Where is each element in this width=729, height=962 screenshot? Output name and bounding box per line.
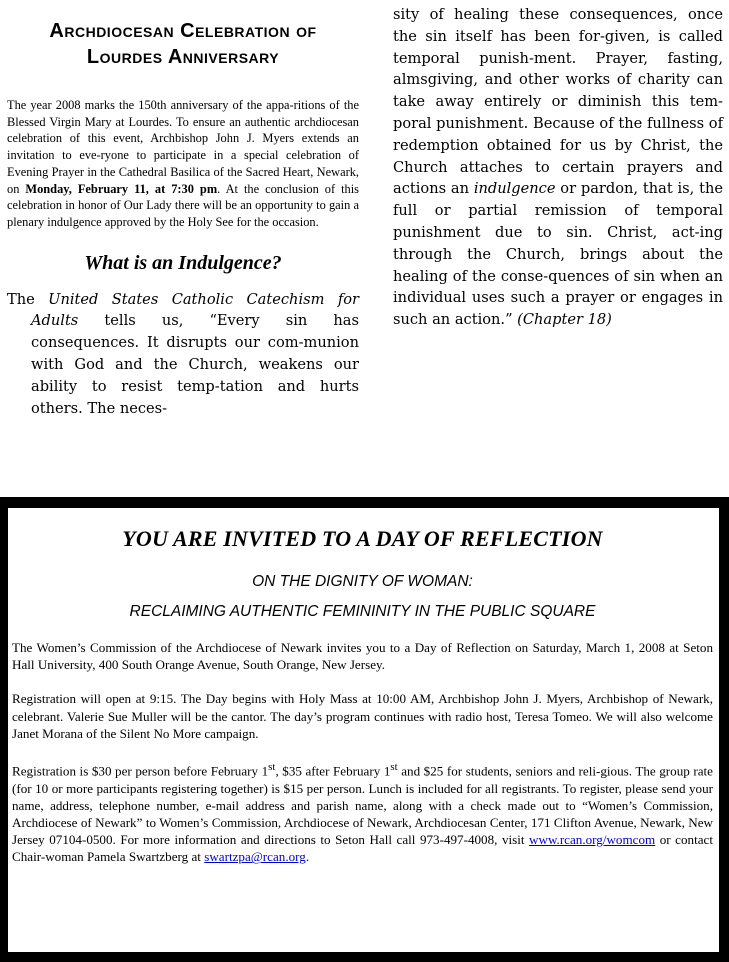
catechism-quote-left — [7, 289, 359, 420]
registration-text-d: or contact Chair-woman Pamela Swartzberg at — [12, 832, 713, 865]
article-title-line2: Lourdes Anniversary — [86, 46, 280, 68]
intro-date: Monday, February 11, at 7:30 pm — [25, 181, 218, 196]
indulgence-term: indulgence — [473, 180, 556, 198]
invitation-paragraph-3 — [12, 759, 713, 866]
article-intro — [7, 97, 359, 231]
article-right-column — [393, 4, 723, 331]
catechism-title: United States Catholic Catechism for Adults — [31, 290, 359, 330]
registration-text-c: and $25 for students, seniors and reli-gious. The group rate (for 10 or more participants registering together) is $15 per person. Lunch is included for all registrants. To register, please send your name, address, telephone number, e-mail address and parish name, along with a check made out to “Women’s Commission, Archdiocese of Newark” to Women’s Commission, Archdiocese of Newark, Archdiocesan Center, 171 Clifton Avenue, Newark, New Jersey 07104-0500. For more information and directions to Seton Hall call 973-497-4008, visit — [12, 763, 713, 848]
indulgence-heading: What is an Indulgence? — [84, 251, 282, 274]
ordinal-suffix-2: st — [390, 761, 398, 774]
article-title-line1: Archdiocesan Celebration of — [49, 20, 317, 42]
registration-text-a: Registration is $30 per person before February 1 — [12, 763, 269, 779]
invitation-paragraph-2: Registration will open at 9:15. The Day begins with Holy Mass at 10:00 AM, Archbishop John J. Myers, Archbishop of Newark, celebrant. Valerie Sue Muller will be the cantor. The day’s program continues with radio host, Teresa Tomeo. We will also welcome Janet Morana of the Silent No More campaign. — [12, 691, 713, 741]
ordinal-suffix-1: st — [268, 761, 276, 774]
invitation-box — [0, 497, 729, 962]
quote-left-text: tells us, “Every sin has consequences. It disrupts our com-munion with God and the Church, weakens our ability to resist temp-tation and hurts others. The neces- — [31, 312, 359, 417]
invitation-content — [8, 508, 719, 952]
quote-right-text-1: sity of healing these consequences, once the sin itself has been for-given, is called temporal punish-ment. Prayer, fasting, almsgiving, and other works of charity can take away entirely or diminish this tem-poral punishment. Because of the fullness of redemption obtained for us by Christ, the Church attaches to certain prayers and actions an — [393, 6, 723, 198]
registration-text-e: . — [305, 849, 310, 865]
quote-citation: (Chapter 18) — [517, 311, 612, 329]
website-link[interactable]: www.rcan.org/womcom — [529, 832, 656, 848]
email-link[interactable]: swartzpa@rcan.org — [204, 849, 306, 865]
intro-text-1: The year 2008 marks the 150th anniversary of the appa-ritions of the Blessed Virgin Mary at Lourdes. To ensure an authentic archdiocesan celebration of this event, Archbishop John J. Myers extends an invitation to eve-ryone to participate in a special celebration of Evening Prayer in the Cathedral Basilica of the Sacred Heart, Newark, on — [7, 98, 359, 196]
quote-right-text-2: or pardon, that is, the full or partial remission of temporal punishment due to sin. Christ, act-ing through the Church, brings about the healing of the conse-quences of sin when an individual uses such a prayer or engages in such an action.” — [393, 180, 723, 329]
invitation-subtitle-2: RECLAIMING AUTHENTIC FEMININITY IN THE PUBLIC SQUARE — [129, 603, 596, 620]
article-left-column — [7, 18, 359, 419]
intro-text-2: . At the conclusion of this celebration in honor of Our Lady there will be an opportunity to gain a plenary indulgence approved by the Holy See for the occasion. — [7, 181, 359, 229]
article-title — [7, 18, 359, 70]
registration-text-b: , $35 after February 1 — [275, 763, 391, 779]
quote-lead: The — [7, 290, 49, 308]
invitation-paragraph-1: The Women’s Commission of the Archdiocese of Newark invites you to a Day of Reflection on Saturday, March 1, 2008 at Seton Hall University, 400 South Orange Avenue, South Orange, New Jersey. — [12, 640, 713, 673]
catechism-quote-right — [393, 4, 723, 331]
invitation-subtitle-1: ON THE DIGNITY OF WOMAN: — [252, 573, 473, 590]
invitation-heading: YOU ARE INVITED TO A DAY OF REFLECTION — [122, 526, 603, 551]
